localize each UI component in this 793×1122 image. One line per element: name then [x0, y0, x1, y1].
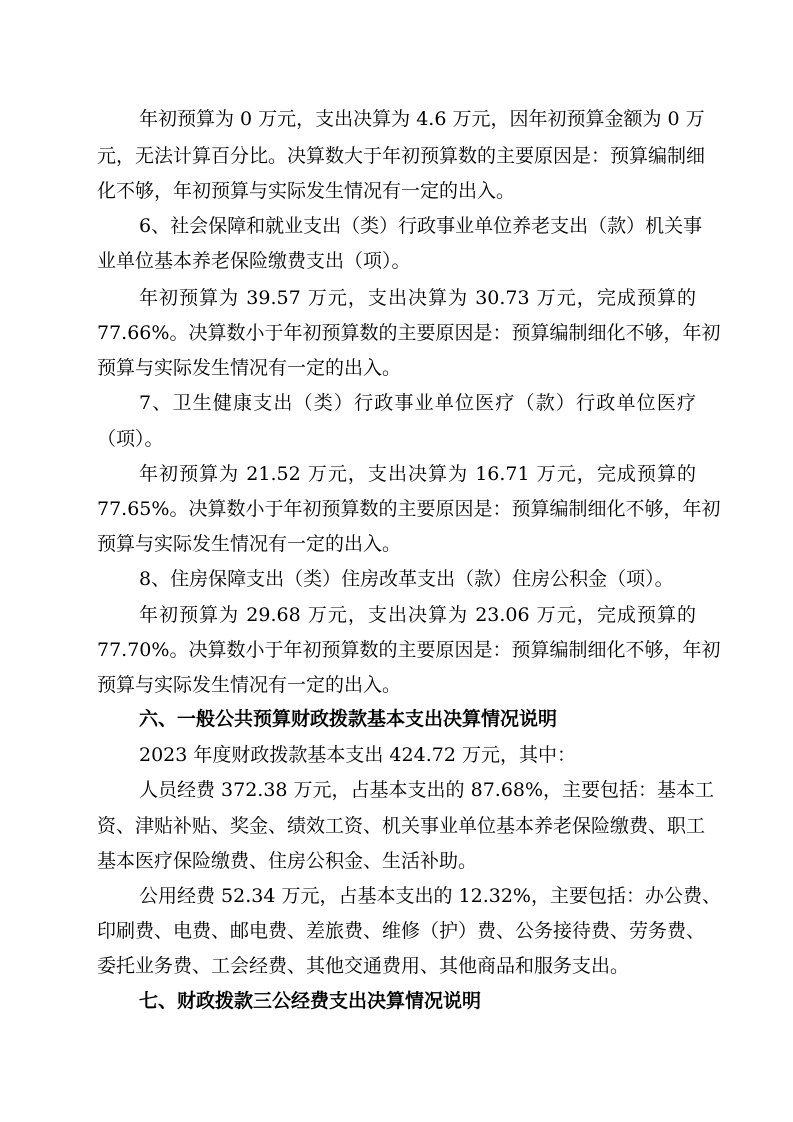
paragraph-line: 年初预算为 29.68 万元，支出决算为 23.06 万元，完成预算的 — [139, 604, 696, 626]
paragraph-line: 预算与实际发生情况有一定的出入。 — [97, 357, 402, 379]
paragraph-line: 印刷费、电费、邮电费、差旅费、维修（护）费、公务接待费、劳务费、 — [97, 920, 706, 942]
item-heading: 7、卫生健康支出（类）行政事业单位医疗（款）行政单位医疗 — [139, 392, 696, 414]
paragraph-line: 人员经费 372.38 万元，占基本支出的 87.68%，主要包括：基本工 — [139, 779, 715, 801]
paragraph-line: 年初预算为 39.57 万元，支出决算为 30.73 万元，完成预算的 — [139, 287, 696, 309]
paragraph-line: 元，无法计算百分比。决算数大于年初预算数的主要原因是：预算编制细 — [97, 145, 706, 167]
paragraph-line: 2023 年度财政拨款基本支出 424.72 万元，其中： — [139, 744, 576, 766]
item-heading: （项）。 — [97, 428, 164, 450]
item-heading: 业单位基本养老保险缴费支出（项）。 — [97, 250, 411, 272]
paragraph-line: 年初预算为 0 万元，支出决算为 4.6 万元，因年初预算金额为 0 万 — [139, 108, 705, 130]
paragraph-line: 77.70%。决算数小于年初预算数的主要原因是：预算编制细化不够，年初 — [97, 639, 721, 661]
paragraph-line: 年初预算为 21.52 万元，支出决算为 16.71 万元，完成预算的 — [139, 463, 696, 485]
paragraph-line: 资、津贴补贴、奖金、绩效工资、机关事业单位基本养老保险缴费、职工 — [97, 815, 706, 837]
paragraph-line: 77.65%。决算数小于年初预算数的主要原因是：预算编制细化不够，年初 — [97, 498, 721, 520]
paragraph-line: 公用经费 52.34 万元，占基本支出的 12.32%，主要包括：办公费、 — [139, 885, 721, 907]
paragraph-line: 基本医疗保险缴费、住房公积金、生活补助。 — [97, 850, 478, 872]
paragraph-line: 预算与实际发生情况有一定的出入。 — [97, 674, 402, 696]
paragraph-line: 77.66%。决算数小于年初预算数的主要原因是：预算编制细化不够，年初 — [97, 322, 721, 344]
paragraph-line: 委托业务费、工会经费、其他交通费用、其他商品和服务支出。 — [97, 955, 630, 977]
section-heading: 七、财政拨款三公经费支出决算情况说明 — [139, 990, 482, 1012]
paragraph-line: 预算与实际发生情况有一定的出入。 — [97, 533, 402, 555]
item-heading: 6、社会保障和就业支出（类）行政事业单位养老支出（款）机关事 — [139, 215, 703, 237]
section-heading: 六、一般公共预算财政拨款基本支出决算情况说明 — [139, 708, 558, 730]
item-heading: 8、住房保障支出（类）住房改革支出（款）住房公积金（项）。 — [139, 568, 674, 590]
paragraph-line: 化不够，年初预算与实际发生情况有一定的出入。 — [97, 180, 516, 202]
